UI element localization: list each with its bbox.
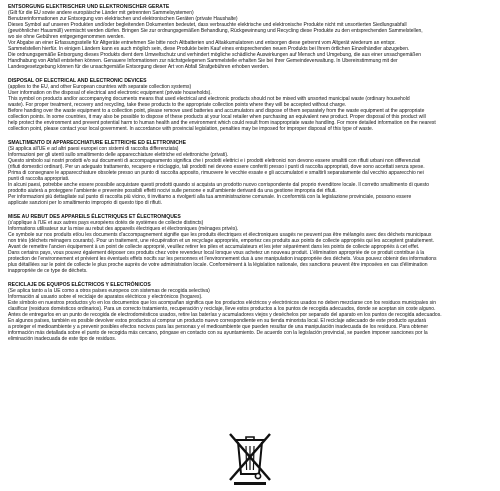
text-line: Ce symbole sur nos produits et/ou les documents d'accompagnement signifie que les produits électriques et électroniques usagés ne peuvent pas être mélangés avec des déchets municipaux — [8, 232, 432, 239]
weee-disposal-document — [8, 4, 493, 424]
text-line: inappropriée de ce type de déchets. — [8, 268, 88, 275]
text-line: Benutzerinformationen zur Entsorgung von elektrischen und elektronischen Geräten (private Haushalte) — [8, 16, 238, 23]
text-line: Per informazioni più dettagliate sul punto di raccolta più vicino, ti invitiamo a rivolgerti alla tua amministrazione comunale. In conformità con la legislazione provinciale, possono essere — [8, 194, 412, 201]
text-line: applicate sanzioni per lo smaltimento improprio di questo tipo di rifiuti. — [8, 200, 162, 207]
section-german — [8, 4, 493, 70]
section-title: DISPOSAL OF ELECTRICAL AND ELECTRONIC DEVICES — [8, 78, 147, 85]
text-line: (Se aplica tanto a la UE como a otros países europeos con sistemas de recogida selectiva) — [8, 288, 210, 295]
text-line: Landesgesetzgebung können für die unsachgemäße Entsorgung dieser Art von Abfall Strafgebühren erhoben werden. — [8, 64, 270, 71]
text-line: protection de l'environnement et prévient les éventuels effets nocifs sur les personnes et l'environnement dus à une manipulation inappropriée des déchets. Vous pouvez obtenir des informations — [8, 256, 437, 263]
text-line: información más detallada sobre el punto de recogida más cercano, póngase en contacto con su ayuntamiento. De acuerdo con la legislación provincial, se pueden imponer sanciones por la — [8, 330, 428, 337]
crossed-out-wheelie-bin-icon — [224, 430, 276, 486]
text-line: (applies to the EU, and other European countries with separate collection systems) — [8, 84, 192, 91]
text-line: clasificar (residuos domésticos ordinarios). Para un correcto tratamiento, recuperación y reciclaje, lleve estos productos a los puntos de recogida adecuados, donde se aceptan sin coste alguno. — [8, 306, 436, 313]
text-line: wo sie ohne Gebühren entgegengenommen werden. — [8, 34, 125, 41]
text-line: waste). For proper treatment, recovery and recycling, take these products to the appropriate collection points where they will be accepted without charge. — [8, 102, 347, 109]
text-line: (s'applique à l'UE et aux autres pays européens dotés de systèmes de collecte distincts) — [8, 220, 204, 227]
text-line: punti di raccolta appropriati. — [8, 176, 70, 183]
section-french — [8, 214, 493, 274]
text-line: User information on the disposal of electrical and electronic equipment (private households). — [8, 90, 212, 97]
text-line: (Si applica all'UE e ad altri paesi europei con sistemi di raccolta differenziata) — [8, 146, 179, 153]
section-title: SMALTIMENTO DI APPARECCHIATURE ELETTRICHE ED ELETTRONICHE — [8, 140, 186, 147]
text-line: Questo simbolo sui nostri prodotti e/o sui documenti di accompagnamento significa che i prodotti elettrici e i prodotti elettronici non devono essere smaltiti con rifiuti urbani non differenziati — [8, 158, 421, 165]
text-line: help protect the environment and prevent potential harm to human health and the environment which could result from inappropriate waste handling. For more detailed information on the nearest — [8, 120, 436, 127]
text-line: plus détaillées sur le point de collecte le plus proche auprès de votre administration locale. Conformément à la législation nationale, des sanctions peuvent être imposées en cas d'élimination — [8, 262, 428, 269]
text-line: Informazioni per gli utenti sullo smaltimento delle apparecchiature elettriche ed elettroniche (privati). — [8, 152, 229, 159]
text-line: Prima di consegnare le apparecchiature obsolete presso un punto di raccolta apposito, rimuovere le vecchie essate e gli accumulatori e smaltirli separatamente dal vecchio apparecchio nei — [8, 170, 424, 177]
text-line: Dieses Symbol auf unseren Produkten und/oder begleitenden Dokumenten bedeutet, dass verbrauchte elektrische und elektronische Produkte nicht mit unsortierten Siedlungsabfall — [8, 22, 407, 29]
section-title: ENTSORGUNG ELEKTRISCHER UND ELEKTRONISCHER GERÄTE — [8, 4, 170, 10]
section-title: RECICLAJE DE EQUIPOS ELÉCTRICOS Y ELECTRÓNICOS — [8, 282, 151, 289]
text-line: (Gilt für die EU sowie andere europäische Länder mit getrennten Sammelsystemen) — [8, 10, 194, 17]
text-line: Este símbolo en nuestros productos y/o en los documentos que los acompañan significa que los productos eléctricos y electrónicos usados no deben mezclarse con los residuos municipales sin — [8, 300, 437, 307]
text-line: prodotto aiuterà a proteggere l'ambiente e prevenire possibili effetti nocivi sulle persone e sull'ambiente derivanti da una gestione impropria dei rifiuti. — [8, 188, 337, 195]
text-line: Antes de entregarlos en un punto de recogida de electrodomésticos usados, retire las baterías y acumuladores viejos y deséchelos por separado del aparato en los puntos de recogida adecuados. — [8, 312, 442, 319]
text-line: Sammelstellen hierfür. In einigen Ländern kann es auch möglich sein, diese Produkte beim Kauf eines entsprechenden neuen Produkts bei Ihrem örtlichen Einzelhändler abzugeben. — [8, 46, 410, 53]
section-english — [8, 78, 493, 132]
text-line: This symbol on products and/or accompanying documents means that used electrical and electronic products should not be mixed with unsorted municipal waste (ordinary household — [8, 96, 410, 103]
text-line: Before handing over the waste equipment to a collection point, please remove used batteries and accumulators and dispose of them separately from the waste equipment at the appropriate — [8, 108, 425, 115]
text-line: eliminación inadecuada de este tipo de residuos. — [8, 336, 117, 343]
section-spanish — [8, 282, 493, 342]
text-line: Dans certains pays, vous pouvez également déposer ces produits chez votre revendeur local lorsque vous achetez un nouveau produit. L'élimination appropriée de ce produit contribue à la — [8, 250, 425, 257]
text-line: Avant de remettre l'ancien équipement à un point de collecte approprié, veuillez retirer les piles et accumulateurs et les jeter séparément dans les points de collecte appropriés à cet effet. — [8, 244, 420, 251]
text-line: En algunos países, también es posible devolver estos productos al comprar un producto nuevo correspondiente en su tienda minorista local. El reciclaje adecuado de este producto ayudará — [8, 318, 427, 325]
text-line: collection points. In some countries, it may also be possible to dispose of these products at your local retailer when purchasing an equivalent new product. Proper disposal of this product will — [8, 114, 426, 121]
text-line: Vor Abgabe an einer Erfassungsstelle für Altgeräte entnehmen Sie bitte noch Altbatterien und Altakkumulatoren und entsorgen diese getrennt vom Altgerät wiederum an entspr. — [8, 40, 396, 47]
text-line: a proteger el medioambiente y a prevenir posibles efectos nocivos para las personas y el medioambiente que pueden resultar de una manipulación inadecuada de los residuos. Para obtener — [8, 324, 428, 331]
section-italian — [8, 140, 493, 206]
text-line: collection point, please contact your local government. In accordance with provincial legislation, penalties may be imposed for improper disposal of this type of waste. — [8, 126, 374, 133]
text-line: Información al usuario sobre el reciclaje de aparatos eléctricos y electrónicos (hogares). — [8, 294, 203, 301]
section-title: MISE AU REBUT DES APPAREILS ÉLECTRIQUES ET ÉLECTRONIQUES — [8, 214, 181, 221]
text-line: non triés (déchets ménagers courants). Pour un traitement, une récupération et un recyclage appropriés, emportez ces produits aux points de collecte appropriés qui les acceptent gratuitement. — [8, 238, 435, 245]
text-line: In alcuni paesi, potrebbe anche essere possibile acquistare questi prodotti quando si acquista un prodotto nuovo corrispondente dal proprio rivenditore locale. Il corretto smaltimento di questo — [8, 182, 430, 189]
text-line: Die ordnungsgemäße Entsorgung dieses Produkts dient dem Umweltschutz und verhindert mögliche schädliche Auswirkungen auf Mensch und Umgebung, die aus einer unsachgemäßen — [8, 52, 422, 59]
text-line: (gewöhnlicher Hausmüll) vermischt werden dürfen. Bringen Sie zur ordnungsgemäßen Behandlung, Rückgewinnung und Recycling diese Produkte zu den entsprechenden Sammelstellen, — [8, 28, 423, 35]
text-line: (rifiuti domestici ordinari). Per un adeguato trattamento, recupero e riciclaggio, tali prodotti nei devono essere conferiti presso i punti di raccolta appropriati, dove sono accettati senza spese. — [8, 164, 425, 171]
text-line: Informations utilisateur sur la mise au rebut des appareils électriques et électroniques (ménages privés). — [8, 226, 239, 233]
text-line: Handhabung von Abfall entstehen können. Genauere Informationen zur nächstgelegenen Sammelstelle erhalten Sie bei Ihrer Gemeindeverwaltung. In Übereinstimmung mit der — [8, 58, 398, 65]
